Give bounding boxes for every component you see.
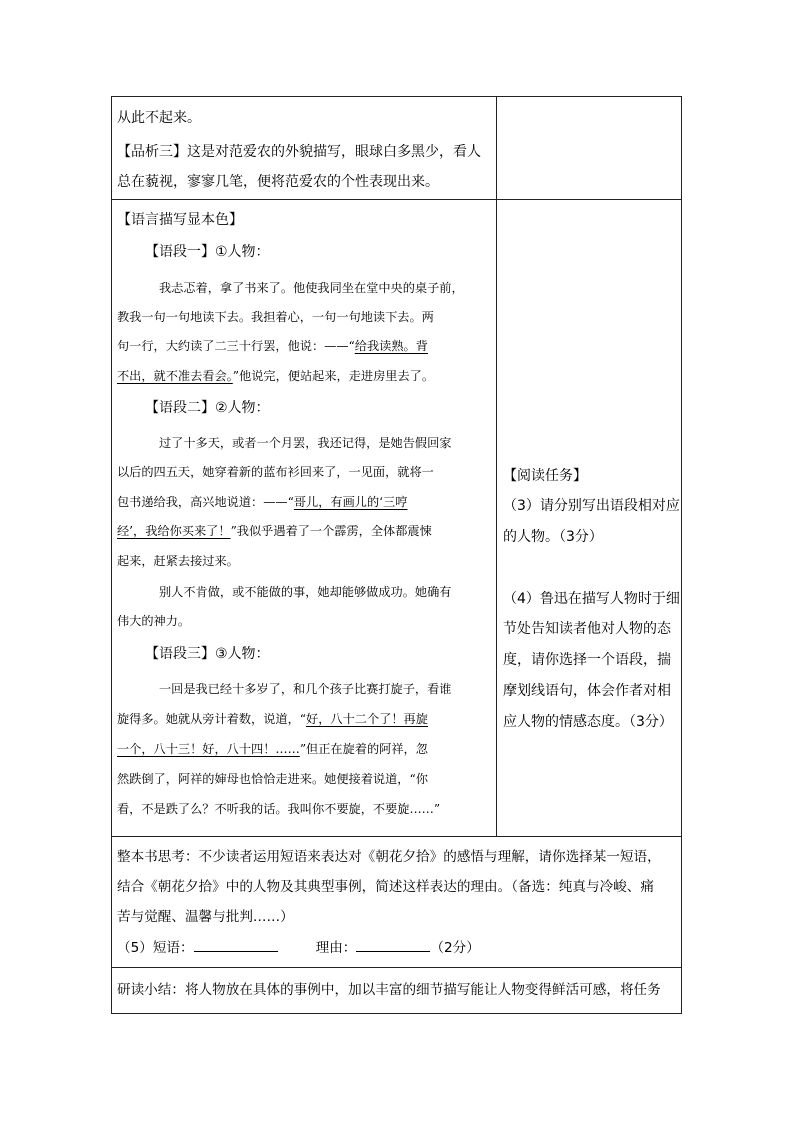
- para2-line2: 以后的四五天，她穿着新的蓝布衫回来了，一见面，就将一: [117, 465, 434, 479]
- analysis-line1: 【品析三】这是对范爱农的外貌描写，眼球白多黑少，看人: [117, 144, 481, 160]
- whole-book-line1: 整本书思考：不少读者运用短语来表达对《朝花夕拾》的感悟与理解，请你选择某一短语，: [117, 849, 661, 865]
- para1-line2: 教我一句一句地读下去。我担着心，一句一句地读下去。两: [117, 310, 434, 324]
- reason-answer-blank[interactable]: [356, 939, 430, 952]
- para3-line3: 一个，八十三！好，八十四！……”但正在旋着的阿祥，忽: [117, 742, 428, 756]
- para1-label: 【语段一】①人物：: [145, 244, 270, 260]
- row1-main-cell: [111, 96, 497, 200]
- para2-line1: 过了十多天，或者一个月罢，我还记得，是她告假回家: [159, 436, 452, 450]
- para1-line1: 我忐忑着，拿了书来了。他使我同坐在堂中央的桌子前，: [159, 281, 464, 295]
- para3-line2: 旋得多。她就从旁计着数，说道，“好，八十二个了！再旋: [117, 712, 428, 726]
- para2-underlined-quote-end: 经’，我给你买来了！: [117, 524, 231, 538]
- para2-underlined-quote: 哥儿，有画儿的‘三哼: [293, 495, 408, 509]
- whole-book-line2: 结合《朝花夕拾》中的人物及其典型事例，简述这样表达的理由。（备选：纯真与冷峻、痛: [117, 879, 654, 895]
- row2-side-cell: [496, 199, 682, 837]
- section-title: 【语言描写显本色】: [117, 212, 243, 228]
- q4-line1: （4）鲁迅在描写人物时于细: [503, 591, 680, 607]
- para1-line3: 句一行，大约读了二三十行罢，他说：——“给我读熟。背: [117, 339, 428, 353]
- para3-label: 【语段三】③人物：: [145, 646, 270, 662]
- para2-line5: 起来，赶紧去接过来。: [117, 554, 239, 568]
- whole-book-line3: 苦与觉醒、温馨与批判……）: [117, 909, 294, 925]
- analysis-line2: 总在藐视，寥寥几笔，便将范爱农的个性表现出来。: [117, 174, 439, 190]
- para2-line3: 包书递给我，高兴地说道：——“哥儿，有画儿的‘三哼: [117, 495, 408, 509]
- para3-line4: 然跌倒了，阿祥的婶母也恰恰走进来。她便接着说道，“你: [117, 772, 428, 786]
- row4-cell: [111, 967, 682, 1014]
- para3-line5: 看，不是跌了么？不听我的话。我叫你不要旋，不要旋……”: [117, 802, 441, 816]
- para3-line1: 一回是我已经十多岁了，和几个孩子比赛打旋子，看谁: [159, 682, 452, 696]
- para2-line6: 别人不肯做，或不能做的事，她却能够做成功。她确有: [159, 585, 452, 599]
- para3-underlined-quote-end: 一个，八十三！好，八十四！……: [117, 742, 300, 756]
- row1-side-cell: [496, 96, 682, 200]
- summary-line1: 研读小结：将人物放在具体的事例中，加以丰富的细节描写能让人物变得鲜活可感，将任务: [117, 982, 661, 998]
- task-title: 【阅读任务】: [503, 468, 587, 484]
- worksheet-table: [111, 96, 682, 1014]
- para1-line4: 不出，就不准去看会。”他说完，便站起来，走进房里去了。: [117, 369, 435, 383]
- q4-line4: 摩划线语句，体会作者对相: [503, 683, 671, 699]
- para2-line4: 经’，我给你买来了！”我似乎遇着了一个霹雳，全体都震悚: [117, 524, 432, 538]
- para2-label: 【语段二】②人物：: [145, 400, 270, 416]
- q3-line1: （3）请分别写出语段相对应: [503, 498, 680, 514]
- para2-line7: 伟大的神力。: [117, 614, 191, 628]
- para1-underlined-quote-end: 不出，就不准去看会。: [117, 369, 233, 383]
- para3-underlined-quote: 好，八十二个了！再旋: [306, 712, 428, 726]
- q4-line2: 节处告知读者他对人物的态: [503, 621, 671, 637]
- phrase-answer-blank[interactable]: [194, 939, 278, 952]
- q3-line2: 的人物。（3分）: [503, 529, 603, 545]
- row3-cell: [111, 836, 682, 968]
- q4-line3: 度，请你选择一个语段，揣: [503, 652, 671, 668]
- q4-line5: 应人物的情感态度。（3分）: [503, 714, 673, 730]
- row2-main-cell: [111, 199, 497, 837]
- q5-line: （5）短语： 理由： （2分）: [117, 940, 480, 956]
- para1-underlined-quote: 给我读熟。背: [354, 339, 428, 353]
- row1-line1: 从此不起来。: [117, 110, 201, 126]
